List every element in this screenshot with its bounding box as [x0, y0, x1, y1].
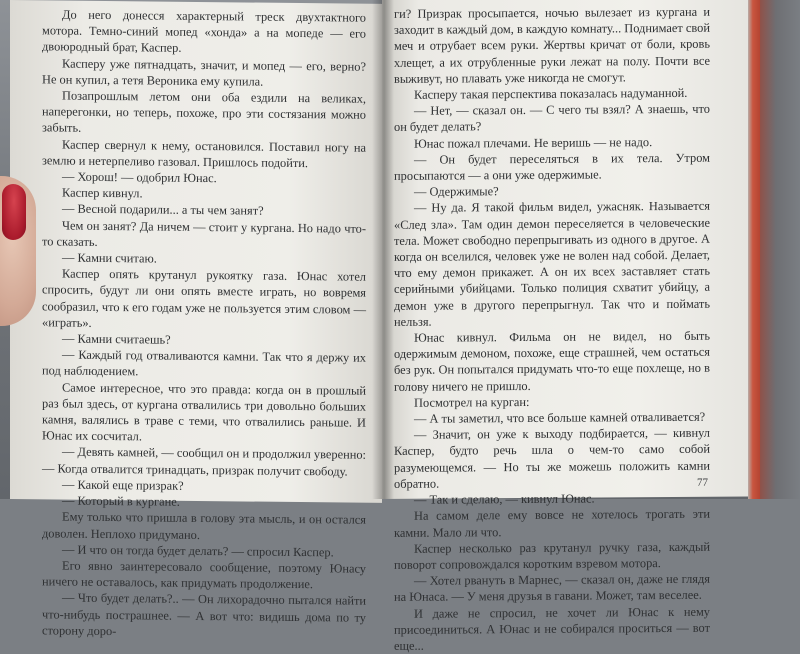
paragraph: — Какой еще призрак? — [62, 477, 184, 493]
paragraph: — Он будет переселяться в их тела. Утром просыпаются — а они уже одержимые. — [394, 150, 710, 183]
paragraph: — Весной подарили... а ты чем занят? — [62, 201, 264, 219]
paragraph: Юнас кивнул. Фильма он не видел, но быть одержимым демоном, похоже, еще страшней, чем остаться без рук. Он попытался придумать что-то еще похлеще, но в голову ничего не пришло. — [394, 328, 710, 394]
paragraph: На самом деле ему вовсе не хотелось трогать эти камни. Мало ли что. — [394, 507, 710, 540]
paragraph: Ему только что пришла в голову эта мысль, и он остался доволен. Неплохо придумано. — [42, 509, 366, 542]
paragraph: Касперу уже пятнадцать, значит, и мопед — его, верно? Не он купил, а тетя Вероника ему купила. — [42, 56, 366, 89]
paragraph: Позапрошлым летом они оба ездили на великах, наперегонки, но теперь, похоже, про эти состязания можно забыть. — [42, 88, 366, 136]
left-page-text — [42, 6, 366, 641]
paragraph: Каспер опять крутанул рукоятку газа. Юнас хотел спросить, будут ли они опять вместе играть, но вовремя сообразил, что к его годам уже не пользуется этим словом — «играть». — [42, 266, 366, 330]
paragraph: — Хотел рвануть в Марнес, — сказал он, даже не глядя на Юнаса. — У меня друзья в гавани. Может, там веселее. — [394, 571, 710, 605]
paragraph: Каспер кивнул. — [62, 185, 143, 201]
left-page — [10, 0, 382, 638]
paragraph: Самое интересное, что это правда: когда он в прошлый раз был здесь, от кургана отвалились три довольно больших камня, валялись в траве с теми, что отвалились раньше. И Юнас их сосчитал. — [42, 380, 366, 444]
paragraph: — И что он тогда будет делать? — спросил Каспер. — [62, 542, 334, 560]
paragraph: — Нет, — сказал он. — С чего ты взял? А знаешь, что он будет делать? — [394, 101, 710, 135]
paragraph: — А ты заметил, что все больше камней отваливается? — [414, 409, 706, 426]
paragraph: — Одержимые? — [414, 184, 499, 200]
paragraph: — Так и сделаю, — кивнул Юнас. — [414, 491, 595, 507]
paragraph: Касперу такая перспектива показалась надуманной. — [414, 85, 688, 102]
paragraph: — Каждый год отваливаются камни. Так что я держу их под наблюдением. — [42, 347, 366, 379]
paragraph: — Камни считаю. — [62, 250, 157, 266]
paragraph: Юнас пожал плечами. Не веришь — не надо. — [414, 134, 653, 151]
book-gutter — [372, 0, 394, 499]
paragraph: — Что будет делать?.. — Он лихорадочно пытался найти что-нибудь пострашнее. — А вот что: видишь дома по ту сторону доро- — [42, 590, 366, 638]
book-back-edge — [760, 0, 800, 499]
paragraph: Чем он занят? Да ничем — стоит у кургана. Но надо что-то сказать. — [42, 218, 366, 249]
paragraph: Каспер несколько раз крутанул ручку газа, каждый поворот сопровождался коротким взревом мотора. — [394, 539, 710, 572]
paragraph: Каспер свернул к нему, остановился. Поставил ногу на землю и нетерпеливо газовал. Пришлось подойти. — [42, 137, 366, 170]
paragraph: — Значит, он уже к выходу подбирается, — кивнул Каспер, будто речь шла о чем-то само собой разумеющемся. — Но ты же можешь положить камни обратно. — [394, 425, 710, 491]
right-page-text — [394, 4, 710, 654]
paragraph: — Ну да. Я такой фильм видел, ужасняк. Называется «След зла». Там один демон переселяется в человеческие тела. Может свободно перепрыгивать из одного в другое. А когда он вселился, человек уже не волен над собой. Делает, что ему демон прикажет. А он их всех заставляет стать серийными убийцами. Только полиция схватит убийцу, а демон уже в другого перепрыгнул. Так что и поймать нельзя. — [394, 199, 710, 329]
book-cover-edge — [748, 0, 760, 499]
right-page — [382, 0, 748, 653]
page-number: 77 — [697, 476, 708, 489]
paragraph: — Который в кургане. — [62, 493, 180, 509]
paragraph: Посмотрел на курган: — [414, 394, 530, 410]
paragraph: — Хорош! — одобрил Юнас. — [62, 169, 217, 186]
paragraph: ги? Призрак просыпается, ночью вылезает из кургана и заходит в каждый дом, в каждую комнату... Поднимает свой меч и отрубает всем руки. Жертвы кричат от боли, кровь хлещет, а их отрубленные руки лежат на полу. Почти все выживут, но плавать уже никогда не смогут. — [394, 4, 710, 86]
paragraph: — Девять камней, — сообщил он и продолжил уверенно: — Когда отвалится тринадцать, призрак получит свободу. — [42, 445, 366, 479]
paragraph: — Камни считаешь? — [62, 331, 171, 347]
paragraph: И даже не спросил, не хочет ли Юнас к нему присоединиться. А Юнас и не собирался проситься — вот еще... — [394, 604, 710, 653]
red-fingernail — [2, 184, 26, 240]
paragraph: Его явно заинтересовало сообщение, поэтому Юнасу ничего не оставалось, как придумать продолжение. — [42, 558, 366, 592]
paragraph: До него донесся характерный треск двухтактного мотора. Темно-синий мопед «хонда» а на мопеде — его двоюродный брат, Каспер. — [42, 7, 366, 56]
